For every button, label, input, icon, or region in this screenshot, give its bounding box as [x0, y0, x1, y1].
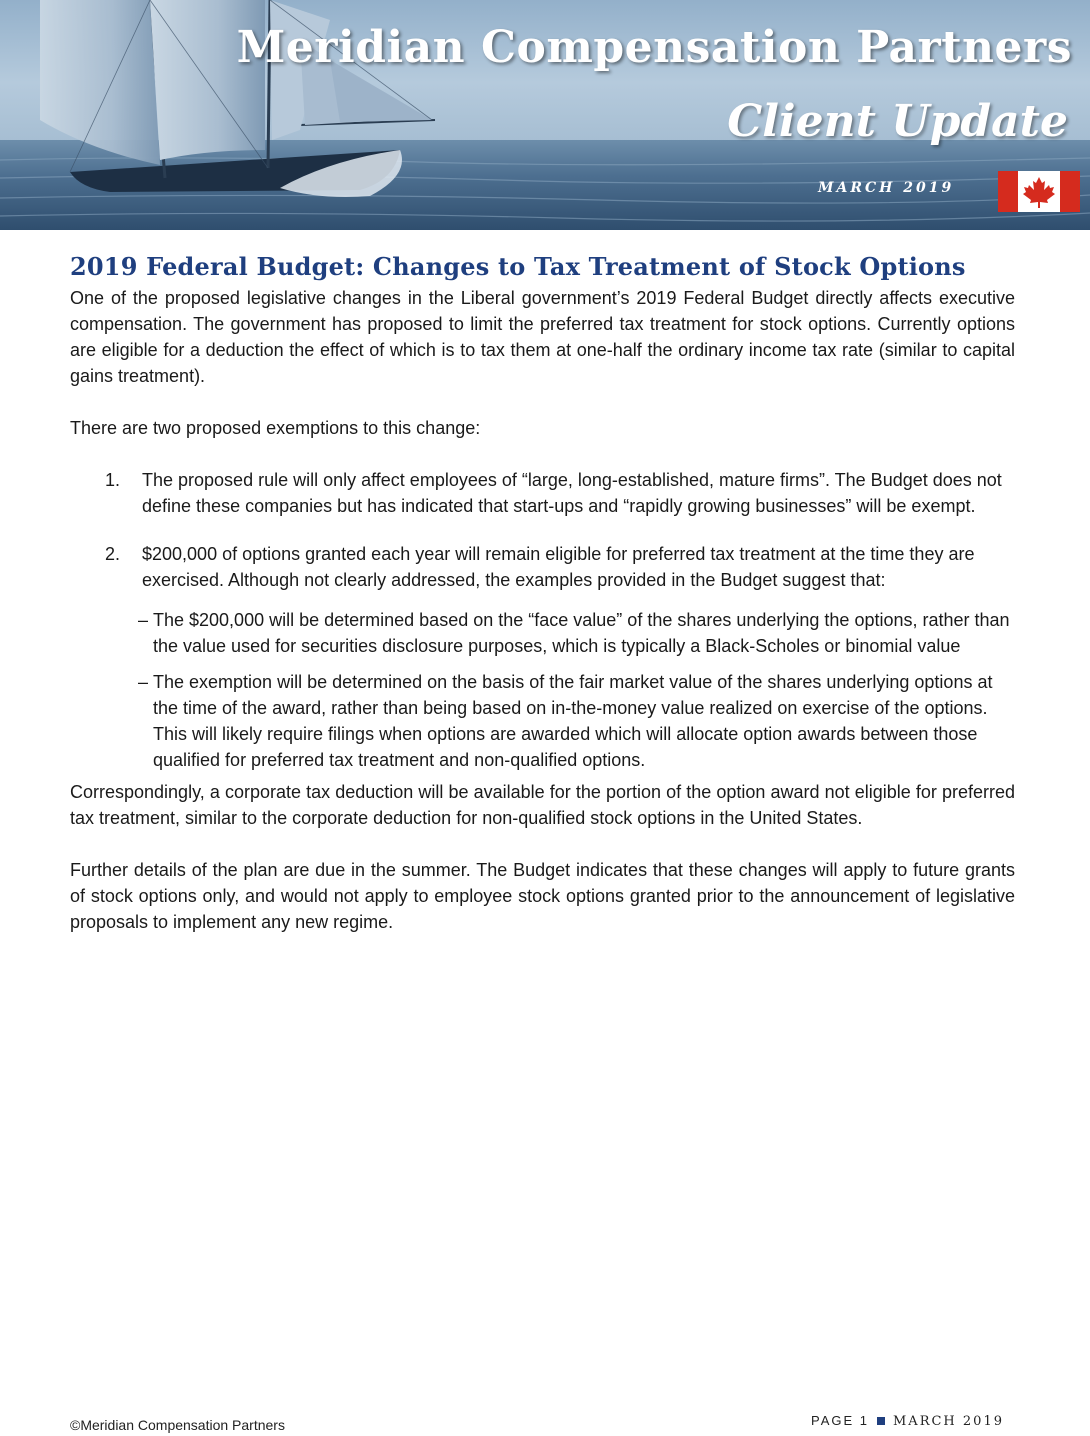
canada-flag-icon: [998, 171, 1080, 212]
exemption-item: [70, 541, 1015, 593]
banner-date: MARCH 2019: [818, 180, 955, 196]
footer-page-info: [811, 1413, 1004, 1429]
subpoint-item: [70, 669, 1015, 773]
subpoint-text: The $200,000 will be determined based on the “face value” of the shares underlying the options, rather than the value used for securities disclosure purposes, which is typically a Black-Scholes or binomial value: [153, 610, 1010, 656]
footer-copyright: ©Meridian Compensation Partners: [70, 1417, 285, 1433]
exemption-text: $200,000 of options granted each year will remain eligible for preferred tax treatment at the time they are exercised. Although not clearly addressed, the examples provided in the Budget suggest that:: [142, 544, 975, 590]
exemptions-lead: There are two proposed exemptions to this change:: [70, 418, 481, 438]
subpoint-text: The exemption will be determined on the basis of the fair market value of the shares underlying options at the time of the award, rather than being based on in-the-money value realized on exercise of the options. This will likely require filings when options are awarded which will allocate option awards between those qualified for preferred tax treatment and non-qualified options.: [153, 672, 993, 770]
client-update-subtitle: Client Update: [727, 96, 1068, 147]
dash-bullet: –: [138, 610, 149, 630]
header-banner: [0, 0, 1090, 230]
article-title: 2019 Federal Budget: Changes to Tax Treatment of Stock Options: [70, 252, 966, 281]
subpoint-item: [70, 607, 1015, 659]
corporate-deduction-paragraph: Correspondingly, a corporate tax deduction will be available for the portion of the option award not eligible for preferred tax treatment, similar to the corporate deduction for non-qualified stock options in the United States.: [70, 782, 1015, 828]
subpoints-list: [70, 607, 1015, 773]
exemption-item: [70, 467, 1015, 519]
intro-paragraph: One of the proposed legislative changes in the Liberal government’s 2019 Federal Budget directly affects executive compensation. The government has proposed to limit the preferred tax treatment for stock options. Currently options are eligible for a deduction the effect of which is to tax them at one-half the ordinary income tax rate (similar to capital gains treatment).: [70, 288, 1015, 386]
page-number: PAGE 1: [810, 1413, 869, 1428]
exemptions-list: [70, 467, 1015, 593]
dash-bullet: –: [138, 672, 149, 692]
brand-title: Meridian Compensation Partners: [236, 22, 1072, 73]
exemption-text: The proposed rule will only affect employees of “large, long-established, mature firms”. The Budget does not define these companies but has indicated that start-ups and “rapidly growing businesses” will be exempt.: [142, 470, 1002, 516]
further-details-paragraph: Further details of the plan are due in the summer. The Budget indicates that these changes will apply to future grants of stock options only, and would not apply to employee stock options granted prior to the announcement of legislative proposals to implement any new regime.: [70, 860, 1015, 932]
exemption-number: 2.: [105, 544, 121, 564]
exemption-number: 1.: [105, 470, 121, 490]
footer-date: MARCH 2019: [893, 1414, 1004, 1429]
article-body: [70, 252, 1015, 935]
square-separator-icon: [877, 1417, 885, 1425]
